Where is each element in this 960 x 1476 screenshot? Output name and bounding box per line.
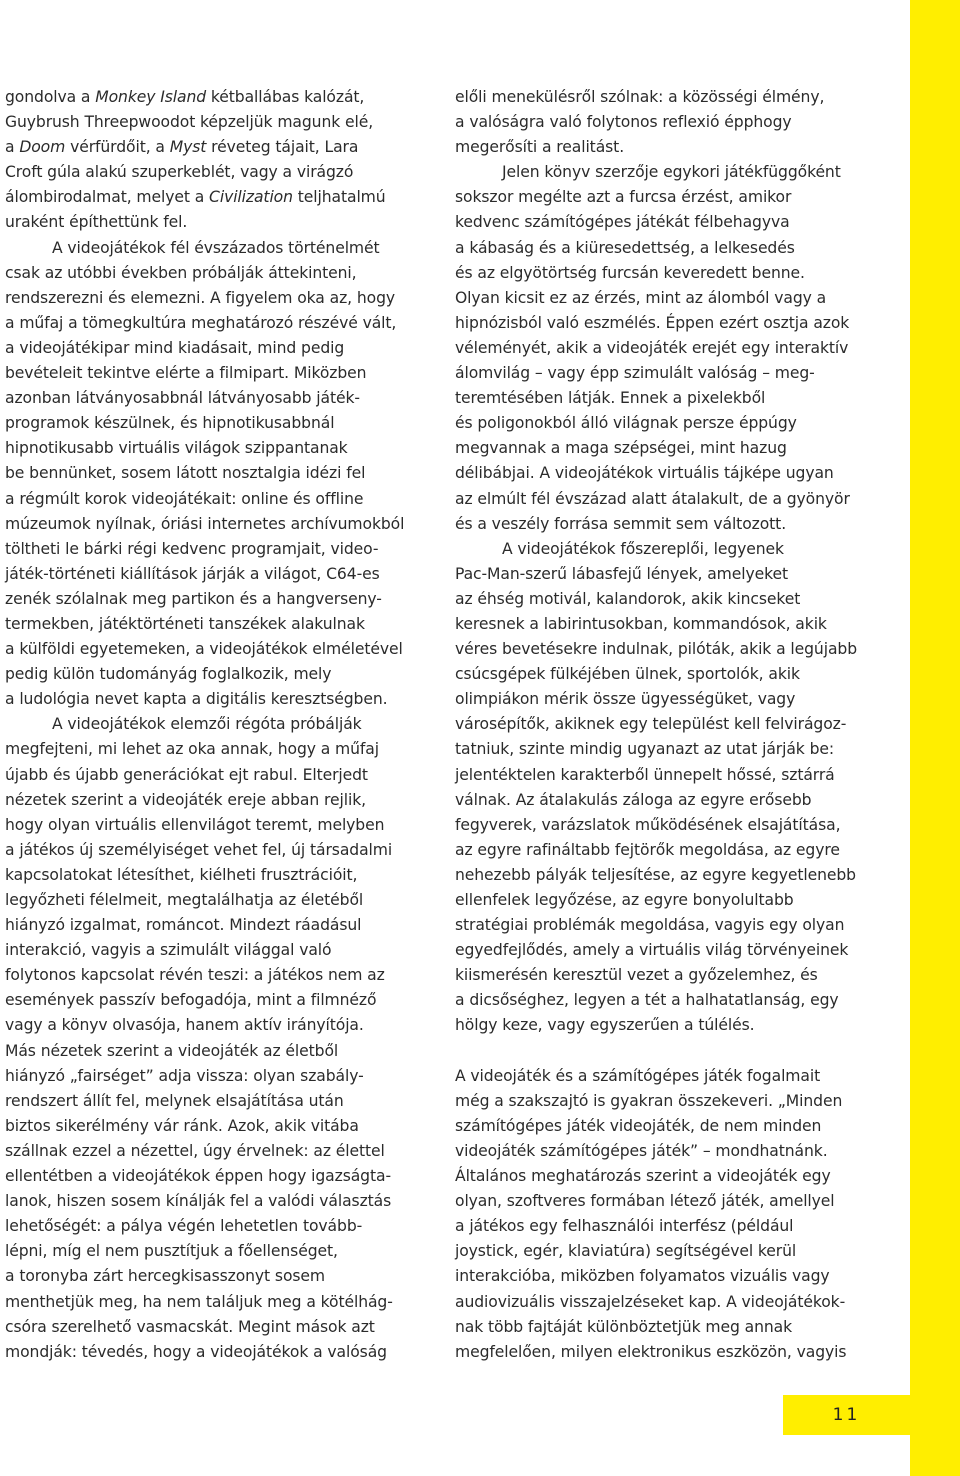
- text-line: megfelelően, milyen elektronikus eszközön, vagyis: [455, 1342, 847, 1361]
- text-line: megerősíti a realitást.: [455, 138, 625, 157]
- text-line: az egyre rafináltabb fejtörők megoldása, az egyre: [455, 840, 840, 859]
- text-line: hiányzó izgalmat, románcot. Mindezt ráadásul: [5, 916, 362, 935]
- text-line: csúcsgépek fülkéjében ülnek, sportolók, akik: [455, 665, 800, 684]
- text-line: és a veszély forrása semmit sem változott.: [455, 514, 787, 533]
- text-line: csóra szerelhető vasmacskát. Megint mások azt: [5, 1317, 375, 1336]
- text-line: és az elgyötörtség furcsán keveredett benne.: [455, 263, 805, 282]
- text-line: olimpiákon mérik össze ügyességüket, vagy: [455, 690, 796, 709]
- right-text-column: [455, 85, 885, 1365]
- text-line: azonban látványosabbnál látványosabb játék-: [5, 389, 360, 408]
- text-line: biztos sikerélmény vár ránk. Azok, akik vitába: [5, 1116, 359, 1135]
- text-line: Más nézetek szerint a videojáték az életből: [5, 1041, 339, 1060]
- text-line: jelentéktelen karakterből ünnepelt hőssé, sztárrá: [455, 765, 835, 784]
- text-line: tatniuk, szinte mindig ugyanazt az utat járják be:: [455, 740, 835, 759]
- text-line: A videojáték és a számítógépes játék fogalmait: [455, 1066, 821, 1085]
- text-line: Jelen könyv szerzője egykori játékfüggőként: [502, 163, 841, 182]
- text-line: városépítők, akiknek egy települést kell felvirágoz-: [455, 715, 847, 734]
- text-line: Guybrush Threepwoodot képzeljük magunk elé,: [5, 113, 374, 132]
- text-line: a toronyba zárt hercegkisasszonyt sosem: [5, 1267, 326, 1286]
- text-line: a valóságra való folytonos reflexió épphogy: [455, 113, 792, 132]
- text-line: legyőzheti félelmeit, megtalálhatja az életéből: [5, 891, 364, 909]
- text-line: csak az utóbbi években próbálják áttekinteni,: [5, 263, 357, 282]
- text-line: hipnotikusabb virtuális világok szippantanak: [5, 439, 348, 458]
- text-line: újabb és újabb generációkat ejt rabul. Elterjedt: [5, 765, 368, 784]
- text-line: keresnek a labirintusokban, kommandósok, akik: [455, 614, 827, 633]
- text-line: álomvilág – vagy épp szimulált valóság – meg-: [455, 364, 815, 383]
- text-line: audiovizuális visszajelzéseket kap. A videojátékok-: [455, 1292, 846, 1311]
- text-line: Általános meghatározás szerint a videojáték egy: [455, 1167, 831, 1186]
- text-line: megfejteni, mi lehet az oka annak, hogy a műfaj: [5, 740, 379, 759]
- text-line: számítógépes játék videojáték, de nem minden: [455, 1116, 822, 1135]
- text-line: stratégiai problémák megoldása, vagyis egy olyan: [455, 916, 845, 935]
- text-line: menthetjük meg, ha nem találjuk meg a kötélhág-: [5, 1292, 393, 1311]
- text-line: Croft gúla alakú szuperkeblét, vagy a virágzó: [5, 163, 354, 182]
- text-line: teremtésében látják. Ennek a pixelekből: [455, 389, 766, 408]
- text-line: Pac-Man-szerű lábasfejű lények, amelyeket: [455, 564, 789, 583]
- text-line: és poligonokból álló világnak persze éppúgy: [455, 414, 797, 433]
- text-line: zenék szólalnak meg partikon és a hangverseny-: [5, 589, 382, 608]
- text-line: hölgy keze, vagy egyszerűen a túlélés.: [455, 1016, 755, 1035]
- text-line: válnak. Az átalakulás záloga az egyre erősebb: [455, 790, 812, 809]
- paragraph-gap: [455, 1039, 885, 1064]
- text-line: uraként építhettünk fel.: [5, 213, 188, 232]
- text-line: mondják: tévedés, hogy a videojátékok a valóság: [5, 1342, 387, 1361]
- text-line: előli menekülésről szólnak: a közösségi élmény,: [455, 88, 825, 106]
- text-line: bevételeit tekintve elérte a filmipart. Miközben: [5, 364, 367, 383]
- text-line: a dicsőséghez, legyen a tét a halhatatlanság, egy: [455, 991, 839, 1010]
- text-line: véres bevetésekre indulnak, pilóták, akik a legújabb: [455, 640, 857, 659]
- text-line: megvannak a maga szépségei, mint hazug: [455, 439, 787, 458]
- text-line: nehezebb pályák teljesítése, az egyre kegyetlenebb: [455, 865, 856, 884]
- text-line: be bennünket, sosem látott nosztalgia idézi fel: [5, 464, 366, 483]
- text-line: hiányzó „fairséget” adja vissza: olyan szabály-: [5, 1066, 364, 1085]
- text-line: ellenfelek legyőzése, az egyre bonyolultabb: [455, 891, 794, 909]
- page-number-label: 11: [832, 1405, 861, 1425]
- text-line: nak több fajtáját különböztetjük meg annak: [455, 1317, 793, 1336]
- text-line: rendszert állít fel, melynek elsajátítása után: [5, 1091, 344, 1110]
- text-line: vagy a könyv olvasója, hanem aktív irányítója.: [5, 1016, 364, 1035]
- text-line: joystick, egér, klaviatúra) segítségével kerül: [455, 1242, 797, 1261]
- text-line: még a szakszajtó is gyakran összekeveri. „Minden: [455, 1091, 843, 1110]
- text-line: hogy olyan virtuális ellenvilágot teremt, melyben: [5, 815, 385, 834]
- text-line: kiismerésén keresztül vezet a győzelemhez, és: [455, 966, 818, 985]
- page-number: [783, 1395, 910, 1435]
- text-line: A videojátékok elemzői régóta próbálják: [52, 715, 362, 734]
- text-line: hipnózisból való eszmélés. Éppen ezért osztja azok: [455, 313, 850, 332]
- text-line: töltheti le bárki régi kedvenc programjait, video-: [5, 539, 379, 558]
- text-line: rendszerezni és elemezni. A figyelem oka az, hogy: [5, 288, 396, 307]
- text-line: a Doom vérfürdőit, a Myst réveteg tájait, Lara: [5, 138, 359, 157]
- text-line: folytonos kapcsolat révén teszi: a játékos nem az: [5, 966, 385, 985]
- text-line: a külföldi egyetemeken, a videojátékok elméletével: [5, 640, 403, 659]
- yellow-margin-strip: [910, 0, 960, 1476]
- text-line: gondolva a Monkey Island kétballábas kalózát,: [5, 88, 365, 106]
- text-line: A videojátékok fél évszázados történelmét: [52, 238, 380, 257]
- text-line: a műfaj a tömegkultúra meghatározó részévé vált,: [5, 313, 397, 332]
- text-line: Olyan kicsit ez az érzés, mint az álomból vagy a: [455, 288, 827, 307]
- text-line: lanok, hiszen sosem kínálják fel a valódi választás: [5, 1192, 392, 1211]
- text-line: pedig külön tudományág foglalkozik, mely: [5, 665, 332, 684]
- text-line: a kábaság és a kiüresedettség, a lelkesedés: [455, 238, 795, 257]
- text-line: a játékos új személyiséget vehet fel, új társadalmi: [5, 840, 393, 859]
- text-line: a játékos egy felhasználói interfész (például: [455, 1217, 794, 1236]
- text-line: a videojátékipar mind kiadásait, mind pedig: [5, 338, 345, 357]
- text-line: videojáték számítógépes játék” – mondhatnánk.: [455, 1141, 828, 1160]
- text-line: interakcióba, miközben folyamatos vizuális vagy: [455, 1267, 830, 1286]
- text-line: olyan, szoftveres formában létező játék, amellyel: [455, 1192, 835, 1211]
- text-line: szállnak ezzel a nézettel, úgy érvelnek: az élettel: [5, 1141, 385, 1160]
- left-text-column: [5, 85, 435, 1365]
- text-line: egyedfejlődés, amely a virtuális világ törvényeinek: [455, 941, 849, 960]
- text-line: programok készülnek, és hipnotikusabbnál: [5, 414, 335, 433]
- text-line: álombirodalmat, melyet a Civilization teljhatalmú: [5, 188, 386, 207]
- text-line: termekben, játéktörténeti tanszékek alakulnak: [5, 614, 365, 633]
- text-line: lehetőségét: a pálya végén lehetetlen tovább-: [5, 1217, 363, 1236]
- text-line: az elmúlt fél évszázad alatt átalakult, de a gyönyör: [455, 489, 850, 508]
- text-line: kapcsolatokat létesíthet, kiélheti frusztrációit,: [5, 865, 358, 884]
- text-line: játék-történeti kiállítások járják a világot, C64-es: [5, 564, 380, 583]
- text-line: múzeumok nyílnak, óriási internetes archívumokból: [5, 514, 405, 533]
- text-line: a régmúlt korok videojátékait: online és offline: [5, 489, 364, 508]
- text-line: a ludológia nevet kapta a digitális keresztségben.: [5, 690, 388, 709]
- text-line: interakció, vagyis a szimulált világgal való: [5, 941, 332, 960]
- text-line: lépni, míg el nem pusztítjuk a főellenséget,: [5, 1242, 338, 1261]
- text-line: A videojátékok főszereplői, legyenek: [502, 539, 784, 558]
- text-line: ellentétben a videojátékok éppen hogy igazságta-: [5, 1167, 391, 1186]
- text-line: sokszor megélte azt a furcsa érzést, amikor: [455, 188, 792, 207]
- text-line: az éhség motivál, kalandorok, akik kincseket: [455, 589, 801, 608]
- text-line: nézetek szerint a videojáték ereje abban rejlik,: [5, 790, 366, 809]
- text-line: délibábjai. A videojátékok virtuális tájképe ugyan: [455, 464, 834, 483]
- text-line: kedvenc számítógépes játékát félbehagyva: [455, 213, 790, 232]
- text-line: véleményét, akik a videojáték erejét egy interaktív: [455, 338, 849, 357]
- text-line: események passzív befogadója, mint a filmnéző: [5, 991, 377, 1010]
- text-line: fegyverek, varázslatok működésének elsajátítása,: [455, 815, 841, 834]
